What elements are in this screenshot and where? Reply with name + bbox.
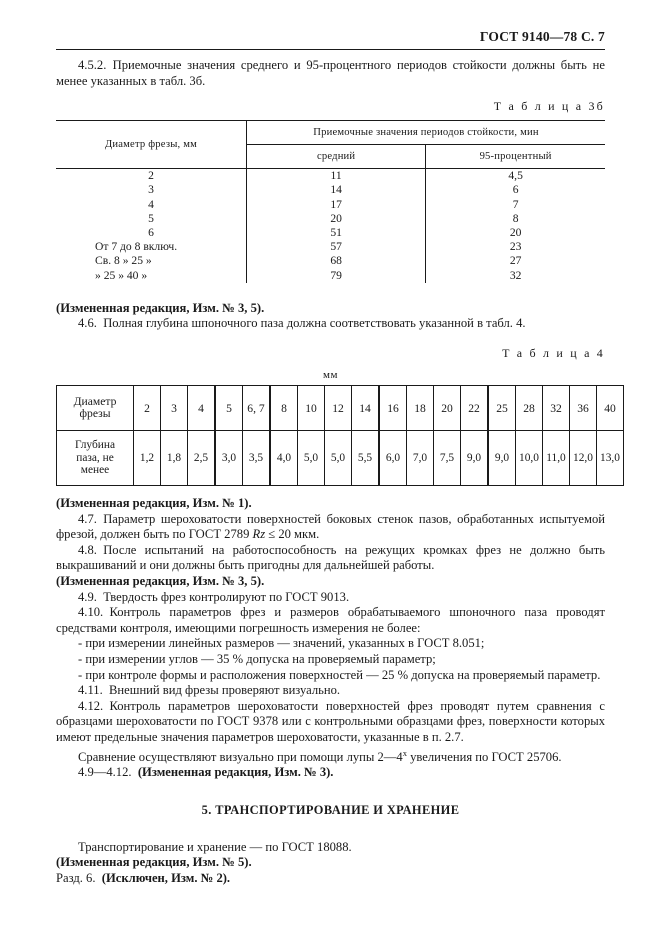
cell-depth-value: 5,0 <box>325 431 352 486</box>
paragraph-4-7-text-before: 4.7. Параметр шероховатости поверхностей боковых стенок пазов, обработанных испытуемой фрезой, должен быть по ГОСТ 2789 <box>56 511 605 542</box>
excluded-note: (Исключен, Изм. № 2). <box>101 871 231 886</box>
revision-tail-bold: (Измененная редакция, Изм. № 3). <box>137 765 334 780</box>
cell-diameter: 3 <box>56 183 247 197</box>
cell-p95: 8 <box>512 211 519 225</box>
section-5-heading: 5. ТРАНСПОРТИРОВАНИЕ И ХРАНЕНИЕ <box>201 802 460 817</box>
cell-p95: 32 <box>509 268 522 282</box>
cell-diameter-value: 6, 7 <box>243 386 271 431</box>
cell-diameter-value: 36 <box>570 386 597 431</box>
paragraph-4-6: 4.6. Полная глубина шпоночного паза должна соответствовать указанной в табл. 4. <box>78 316 526 331</box>
cell-diameter: 5 <box>56 212 247 226</box>
document-body <box>56 58 620 887</box>
paragraph-4-10-bullet-3: - при контроле формы и расположения поверхностей — 25 % допуска на проверяемый параметр. <box>78 667 601 682</box>
cell-diameter-value: 5 <box>215 386 243 431</box>
paragraph-4-11: 4.11. Внешний вид фрезы проверяют визуально. <box>78 683 341 698</box>
revision-tail-range: 4.9—4.12. <box>78 765 138 780</box>
cell-diameter-value: 32 <box>543 386 570 431</box>
cell-diameter: 4 <box>56 198 247 212</box>
revision-note-tail <box>56 765 605 781</box>
th-diameter-label: Диаметр фрезы <box>57 386 134 431</box>
table-row <box>56 198 605 212</box>
cell-depth-value: 13,0 <box>597 431 624 486</box>
table-4 <box>56 385 624 486</box>
header-divider <box>56 49 605 50</box>
cell-diameter-value: 22 <box>461 386 489 431</box>
paragraph-4-7-text-after: ≤ 20 мкм. <box>265 527 320 542</box>
paragraph-4-10-bullet-1: - при измерении линейных размеров — значений, указанных в ГОСТ 8.051; <box>78 636 485 651</box>
table-row <box>56 226 605 240</box>
cell-depth-value: 11,0 <box>543 431 570 486</box>
roughness-symbol: Rz <box>252 527 266 542</box>
cell-diameter-value: 12 <box>325 386 352 431</box>
cell-depth-value: 9,0 <box>488 431 516 486</box>
excluded-label: Разд. 6. <box>56 871 102 886</box>
cell-depth-value: 1,2 <box>134 431 161 486</box>
cell-diameter-value: 3 <box>161 386 188 431</box>
magnification-superscript: x <box>402 747 407 758</box>
cell-p95: 6 <box>512 183 519 197</box>
cell-diameter-value: 20 <box>434 386 461 431</box>
cell-depth-value: 12,0 <box>570 431 597 486</box>
table-4-unit-label: мм <box>323 369 338 381</box>
cell-depth-value: 3,0 <box>215 431 243 486</box>
table-4-depth-row <box>57 431 624 486</box>
table-row <box>56 269 605 283</box>
table-row <box>56 169 605 184</box>
comparison-text-after: увеличения по ГОСТ 25706. <box>406 749 562 764</box>
cell-depth-value: 5,0 <box>298 431 325 486</box>
cell-diameter-value: 10 <box>298 386 325 431</box>
page-header-standard: ГОСТ 9140—78 С. 7 <box>479 29 605 44</box>
paragraph-4-12-comparison <box>56 746 605 766</box>
cell-diameter-value: 40 <box>597 386 624 431</box>
section-5-line-1: Транспортирование и хранение — по ГОСТ 18088. <box>78 839 352 854</box>
cell-depth-value: 7,0 <box>407 431 434 486</box>
cell-p95: 7 <box>512 197 519 211</box>
cell-diameter-value: 8 <box>270 386 298 431</box>
paragraph-4-12: 4.12. Контроль параметров шероховатости поверхностей фрез проводят путем сравнения с образцами шероховатости по ГОСТ 9378 или с контрольными образцами фрез, поверхности которых имеют предельные значения параметров шероховатости, указанные в п. 2.7. <box>56 698 605 744</box>
section-5-revision: (Измененная редакция, Изм. № 5). <box>56 855 252 870</box>
td-depth-label: Глубина паза, не менее <box>57 431 134 486</box>
table-row <box>56 254 605 268</box>
th-mean: средний <box>247 145 426 169</box>
table-4-caption: Т а б л и ц а 4 <box>502 346 605 360</box>
paragraph-4-5-2: 4.5.2. Приемочные значения среднего и 95-процентного периодов стойкости должны быть не менее указанных в табл. 3б. <box>56 58 605 88</box>
cell-diameter: От 7 до 8 включ. <box>56 240 247 254</box>
cell-diameter: » 25 » 40 » <box>56 269 247 283</box>
cell-depth-value: 5,5 <box>352 431 380 486</box>
paragraph-4-10: 4.10. Контроль параметров фрез и размеров обрабатываемого шпоночного паза проводят средствами контроля, имеющими погрешность измерения не более: <box>56 605 605 635</box>
cell-p95: 23 <box>509 240 522 254</box>
revision-note-3-5-b: (Измененная редакция, Изм. № 3, 5). <box>56 573 265 588</box>
cell-diameter-value: 25 <box>488 386 516 431</box>
paragraph-4-9: 4.9. Твердость фрез контролируют по ГОСТ 9013. <box>78 589 350 604</box>
cell-depth-value: 4,0 <box>270 431 298 486</box>
cell-mean: 79 <box>247 269 426 283</box>
section-5-excluded <box>56 871 605 887</box>
cell-depth-value: 7,5 <box>434 431 461 486</box>
table-3b-body <box>56 169 605 283</box>
cell-depth-value: 1,8 <box>161 431 188 486</box>
cell-mean: 20 <box>247 212 426 226</box>
cell-p95: 20 <box>509 226 522 239</box>
paragraph-4-7 <box>56 512 605 543</box>
cell-mean: 11 <box>247 169 426 184</box>
cell-diameter-value: 16 <box>379 386 407 431</box>
table-3b-wrapper <box>56 120 605 283</box>
table-3b-header-row-1 <box>56 121 605 145</box>
cell-depth-value: 6,0 <box>379 431 407 486</box>
cell-diameter-value: 28 <box>516 386 543 431</box>
table-3b <box>56 120 605 283</box>
table-row <box>56 183 605 197</box>
cell-diameter-value: 14 <box>352 386 380 431</box>
cell-diameter-value: 4 <box>188 386 216 431</box>
cell-diameter-value: 2 <box>134 386 161 431</box>
cell-depth-value: 10,0 <box>516 431 543 486</box>
revision-note-3-5-a: (Измененная редакция, Изм. № 3, 5). <box>56 300 265 315</box>
table-row <box>56 212 605 226</box>
th-diameter: Диаметр фрезы, мм <box>56 121 247 169</box>
cell-p95: 4,5 <box>426 169 605 184</box>
paragraph-4-10-bullet-2: - при измерении углов — 35 % допуска на проверяемый параметр; <box>78 651 436 666</box>
cell-mean: 17 <box>247 198 426 212</box>
table-4-diameter-row <box>57 386 624 431</box>
cell-diameter: 6 <box>56 226 247 240</box>
cell-depth-value: 2,5 <box>188 431 216 486</box>
table-row <box>56 240 605 254</box>
cell-mean: 14 <box>247 183 426 197</box>
comparison-text-before: Сравнение осуществляют визуально при помощи лупы 2—4 <box>78 749 403 764</box>
cell-depth-value: 9,0 <box>461 431 489 486</box>
cell-mean: 51 <box>247 226 426 240</box>
cell-diameter: Св. 8 » 25 » <box>56 254 247 268</box>
cell-p95: 27 <box>509 254 522 268</box>
cell-diameter-value: 18 <box>407 386 434 431</box>
table-3b-head <box>56 121 605 169</box>
cell-mean: 57 <box>247 240 426 254</box>
revision-note-1: (Измененная редакция, Изм. № 1). <box>56 496 252 510</box>
table-3b-caption: Т а б л и ц а 3б <box>493 99 605 114</box>
th-acceptance-group: Приемочные значения периодов стойкости, мин <box>247 121 606 145</box>
th-p95: 95-процентный <box>479 151 552 163</box>
cell-mean: 68 <box>247 254 426 268</box>
cell-depth-value: 3,5 <box>243 431 271 486</box>
cell-diameter: 2 <box>56 169 247 184</box>
paragraph-4-8: 4.8. После испытаний на работоспособность на режущих кромках фрез не должно быть выкрашиваний и они должны быть пригодны для дальнейшей работы. <box>56 542 605 573</box>
